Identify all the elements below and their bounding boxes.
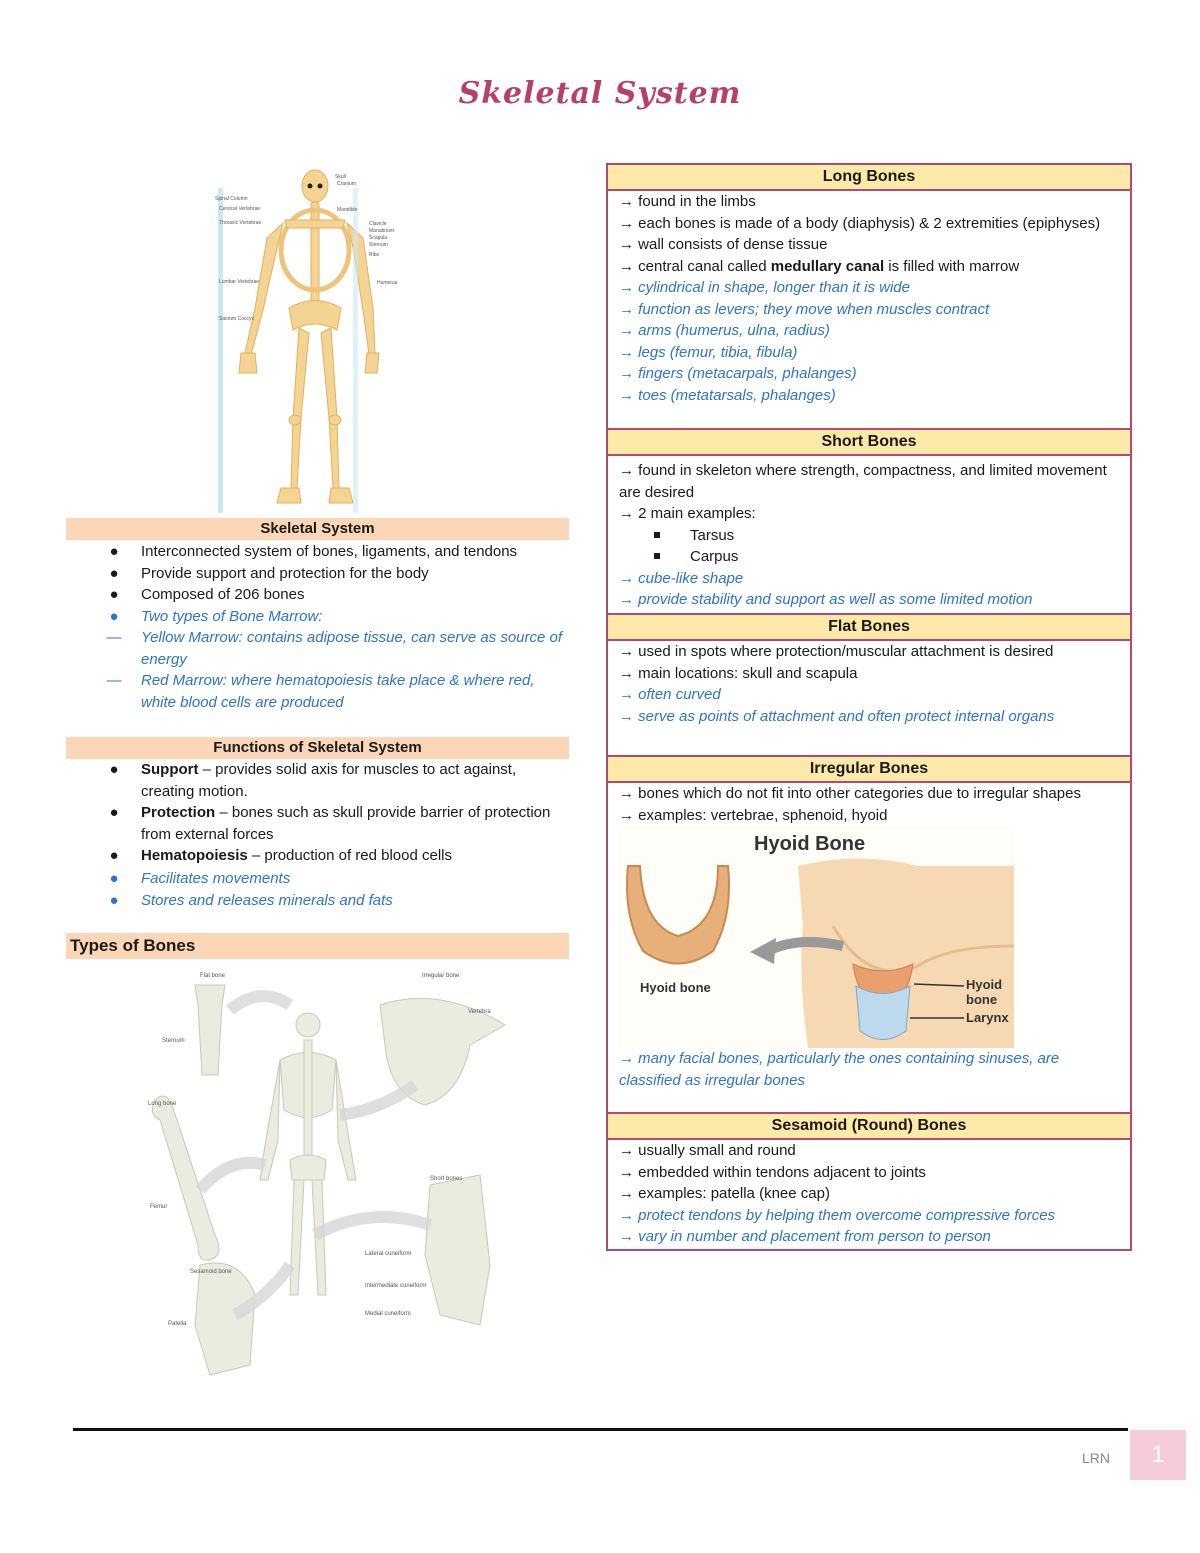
short-bones-example: Tarsus	[608, 525, 1130, 547]
figure-label-flat-bone: Flat bone	[200, 973, 226, 979]
long-bones-canal-line: → central canal called medullary canal is filled with marrow	[619, 257, 1020, 275]
sesamoid-bones-heading: Sesamoid (Round) Bones	[608, 1114, 1130, 1140]
figure-label-intermediate-cuneiform: Intermediate cuneiform	[365, 1283, 427, 1289]
list-item: ● Protection – bones such as skull provide barrier of protection from external forces	[109, 804, 551, 843]
figure-label-medial-cuneiform: Medial cuneiform	[365, 1311, 411, 1317]
flat-bones-box	[606, 613, 1132, 757]
long-bones-line: → cylindrical in shape, longer than it is wide	[619, 279, 910, 296]
flat-bones-line: → often curved	[619, 686, 721, 703]
figure-label-femur: Femur	[150, 1204, 168, 1210]
skeletal-system-heading: Skeletal System	[66, 518, 569, 540]
figure-label-short-bones: Short bones	[430, 1176, 463, 1182]
list-item: ● Provide support and protection for the body	[109, 564, 429, 582]
sesamoid-bones-line: → embedded within tendons adjacent to joints	[619, 1163, 926, 1181]
long-bones-line: → legs (femur, tibia, fibula)	[619, 343, 798, 361]
flat-bones-line: → serve as points of attachment and often protect internal organs	[619, 707, 1055, 725]
hyoid-figure-label-larynx: Larynx	[966, 1010, 1009, 1025]
skeleton-label-scapula: Scapula	[369, 235, 388, 241]
list-item: ● Hematopoiesis – production of red blood cells	[109, 847, 452, 864]
skeleton-label-cervical: Cervical Vertebrae	[219, 206, 261, 212]
long-bones-line: → each bones is made of a body (diaphysis) & 2 extremities (epiphyses)	[619, 214, 1101, 232]
irregular-bones-heading: Irregular Bones	[608, 757, 1130, 783]
skeleton-label-mandible: Mandible	[337, 207, 358, 213]
short-bones-line: → provide stability and support as well as some limited motion	[619, 591, 1033, 608]
skeleton-label-humerus: Humerus	[377, 280, 398, 286]
list-item: ● Facilitates movements	[109, 869, 291, 887]
hyoid-figure-left-label: Hyoid bone	[640, 980, 711, 995]
functions-heading: Functions of Skeletal System	[66, 737, 569, 759]
skeleton-label-thoracic: Thoracic Vertebrae	[219, 220, 262, 226]
figure-label-sesamoid-bone: Sesamoid bone	[190, 1269, 232, 1275]
short-bones-heading: Short Bones	[608, 430, 1130, 456]
long-bones-heading: Long Bones	[608, 165, 1130, 191]
hyoid-figure-label-bone: bone	[966, 992, 998, 1007]
figure-label-sternum: Sternum	[162, 1038, 185, 1044]
flat-bones-line: → main locations: skull and scapula	[619, 664, 858, 682]
page-number: 1	[1130, 1430, 1186, 1480]
skeleton-label-manubrium: Manubrium	[369, 228, 395, 234]
sesamoid-bones-line: → protect tendons by helping them overcome compressive forces	[619, 1206, 1056, 1224]
skeleton-label-skull: Skull	[335, 174, 346, 180]
long-bones-line: → wall consists of dense tissue	[619, 236, 828, 253]
hyoid-figure-label-hyoid: Hyoid	[966, 977, 1003, 992]
skeleton-label-sacrum: Sacrum Coccyx	[219, 316, 255, 322]
list-item: ― Red Marrow: where hematopoiesis take place & where red, white blood cells are produced	[106, 672, 535, 711]
skeleton-figure	[215, 168, 398, 513]
figure-label-long-bone: Long bone	[148, 1101, 177, 1107]
irregular-bones-line: → many facial bones, particularly the ones containing sinuses, are classified as irregular bones	[619, 1050, 1060, 1089]
sesamoid-bones-line: → examples: patella (knee cap)	[619, 1185, 830, 1202]
irregular-bones-line: → examples: vertebrae, sphenoid, hyoid	[619, 806, 888, 824]
long-bones-box	[606, 163, 1132, 431]
list-item: ● Composed of 206 bones	[109, 586, 305, 603]
short-bones-box	[606, 428, 1132, 615]
short-bones-line: → cube-like shape	[619, 569, 744, 587]
skeleton-label-ribs: Ribs	[369, 252, 380, 258]
long-bones-line: → toes (metatarsals, phalanges)	[619, 386, 836, 404]
skeletal-system-list	[66, 541, 569, 713]
hyoid-figure-title: Hyoid Bone	[754, 833, 866, 855]
skeleton-label-sternum: Sternum	[369, 242, 388, 248]
skeleton-label-cranium: Cranium	[337, 181, 356, 187]
list-item: ● Stores and releases minerals and fats	[109, 892, 393, 909]
skeleton-label-spinal-column: Spinal Column	[215, 196, 248, 202]
long-bones-line: → function as levers; they move when muscles contract	[619, 300, 990, 318]
list-item: ● Support – provides solid axis for muscles to act against, creating motion.	[109, 761, 517, 800]
long-bones-line: → found in the limbs	[619, 193, 756, 210]
short-bones-example: Carpus	[608, 546, 1130, 568]
list-item: ● Two types of Bone Marrow:	[109, 607, 323, 625]
figure-label-lateral-cuneiform: Lateral cuneiform	[365, 1251, 412, 1257]
long-bones-line: → arms (humerus, ulna, radius)	[619, 322, 830, 339]
functions-list	[66, 759, 569, 912]
sesamoid-bones-line: → vary in number and placement from person to person	[619, 1228, 991, 1245]
sesamoid-bones-box	[606, 1112, 1132, 1251]
sesamoid-bones-line: → usually small and round	[619, 1142, 796, 1159]
types-of-bones-heading: Types of Bones	[66, 933, 569, 959]
hyoid-figure	[618, 826, 1014, 1048]
flat-bones-heading: Flat Bones	[608, 615, 1130, 641]
long-bones-line: → fingers (metacarpals, phalanges)	[619, 365, 857, 382]
list-item: ― Yellow Marrow: contains adipose tissue, can serve as source of energy	[106, 629, 563, 668]
irregular-bones-line: → bones which do not fit into other categories due to irregular shapes	[619, 785, 1081, 802]
short-bones-line: → 2 main examples:	[619, 505, 756, 522]
page-title: Skeletal System	[458, 76, 742, 111]
figure-label-patella: Patella	[168, 1321, 187, 1327]
footer-divider	[73, 1428, 1128, 1431]
figure-label-irregular-bone: Irregular bone	[422, 973, 460, 979]
short-bones-line: → found in skeleton where strength, compactness, and limited movement are desired	[619, 462, 1107, 501]
irregular-bones-box	[606, 755, 1132, 1114]
list-item: ● Interconnected system of bones, ligaments, and tendons	[109, 543, 518, 560]
skeleton-label-lumbar: Lumbar Vertebrae	[219, 279, 260, 285]
figure-label-vertebra: Vertebra	[468, 1009, 491, 1015]
flat-bones-line: → used in spots where protection/muscular attachment is desired	[619, 643, 1054, 660]
types-of-bones-figure	[140, 965, 510, 1385]
footer-initials: LRN	[1082, 1450, 1111, 1466]
skeleton-label-clavicle: Clavicle	[369, 221, 387, 227]
